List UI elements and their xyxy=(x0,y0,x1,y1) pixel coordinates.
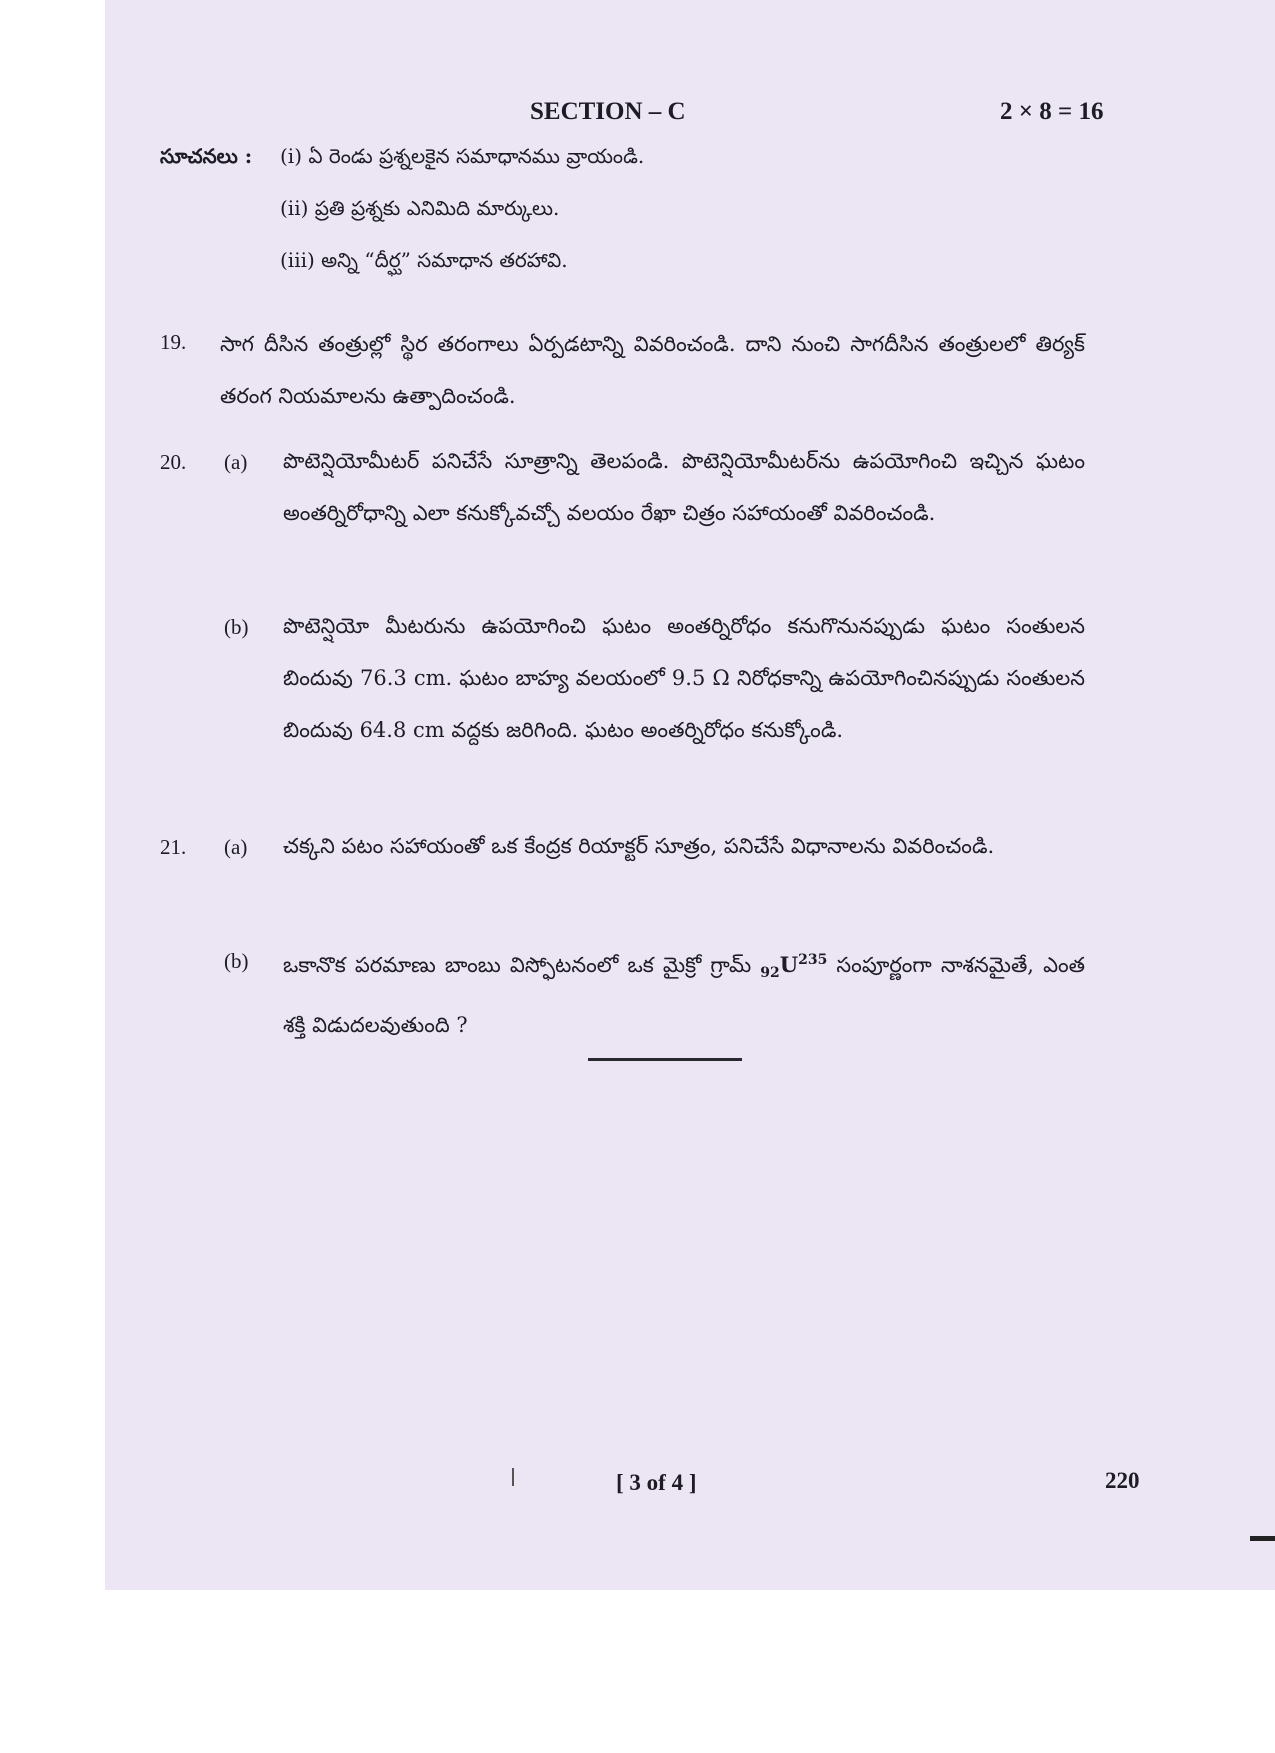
question-20-part-a-text: పొటెన్షియోమీటర్ పనిచేసే సూత్రాన్ని తెలపండి. పొటెన్షియోమీటర్‌ను ఉపయోగించి ఇచ్చిన ఘటం అంతర్నిరోధాన్ని ఎలా కనుక్కోవచ్చో వలయం రేఖా చిత్రం సహాయంతో వివరించండి. xyxy=(283,449,1085,525)
isotope-symbol: U xyxy=(779,952,799,977)
question-21-part-a-label: (a) xyxy=(224,835,248,859)
question-21-part-b-text xyxy=(283,934,1085,1051)
question-number-20: 20. xyxy=(160,450,187,474)
question-21-part-a-text: చక్కని పటం సహాయంతో ఒక కేంద్రక రియాక్టర్ సూత్రం, పనిచేసే విధానాలను వివరించండి. xyxy=(283,834,995,858)
question-20-part-b-text: పొటెన్షియో మీటరును ఉపయోగించి ఘటం అంతర్నిరోధం కనుగొనునప్పుడు ఘటం సంతులన బిందువు 76.3 cm. ఘటం బాహ్య వలయంలో 9.5 Ω నిరోధకాన్ని ఉపయోగించినప్పుడు సంతులన బిందువు 64.8 cm వద్దకు జరిగింది. ఘటం అంతర్నిరోధం కనుక్కోండి. xyxy=(283,614,1085,742)
margin-mark xyxy=(512,1468,514,1486)
edge-mark xyxy=(1250,1536,1275,1541)
question-number-19: 19. xyxy=(160,330,187,354)
question-21-part-b-text-start: ఒకానొక పరమాణు బాంబు విస్ఫోటనంలో ఒక మైక్రో గ్రామ్ xyxy=(283,953,761,977)
isotope-atomic-number: 92 xyxy=(760,965,780,982)
instruction-item: (i) ఏ రెండు ప్రశ్నలకైన సమాధానము వ్రాయండి. xyxy=(280,144,645,168)
instruction-item: (ii) ప్రతి ప్రశ్నకు ఎనిమిది మార్కులు. xyxy=(280,196,560,220)
page-number: [ 3 of 4 ] xyxy=(616,1470,697,1495)
question-21-part-b-text-end: సంపూర్ణంగా నాశనమైతే, ఎంత శక్తి విడుదలవుతుంది ? xyxy=(283,953,1085,1038)
section-marks: 2 × 8 = 16 xyxy=(1000,98,1104,125)
section-title: SECTION – C xyxy=(530,98,686,125)
question-19-text: సాగ దీసిన తంత్రుల్లో స్థిర తరంగాలు ఏర్పడటాన్ని వివరించండి. దాని నుంచి సాగదీసిన తంత్రులలో తిర్యక్ తరంగ నియమాలను ఉత్పాదించండి. xyxy=(220,332,1085,408)
isotope-mass-number: 235 xyxy=(798,952,828,968)
instructions-label: సూచనలు : xyxy=(160,144,253,168)
paper-code: 220 xyxy=(1105,1468,1140,1493)
question-number-21: 21. xyxy=(160,835,187,859)
end-divider xyxy=(588,1058,742,1061)
question-20-part-a-label: (a) xyxy=(224,450,248,474)
question-21-part-b-label: (b) xyxy=(224,949,249,973)
instruction-item: (iii) అన్ని “దీర్ఘ” సమాధాన తరహావి. xyxy=(280,248,568,272)
question-20-part-b-label: (b) xyxy=(224,615,249,639)
